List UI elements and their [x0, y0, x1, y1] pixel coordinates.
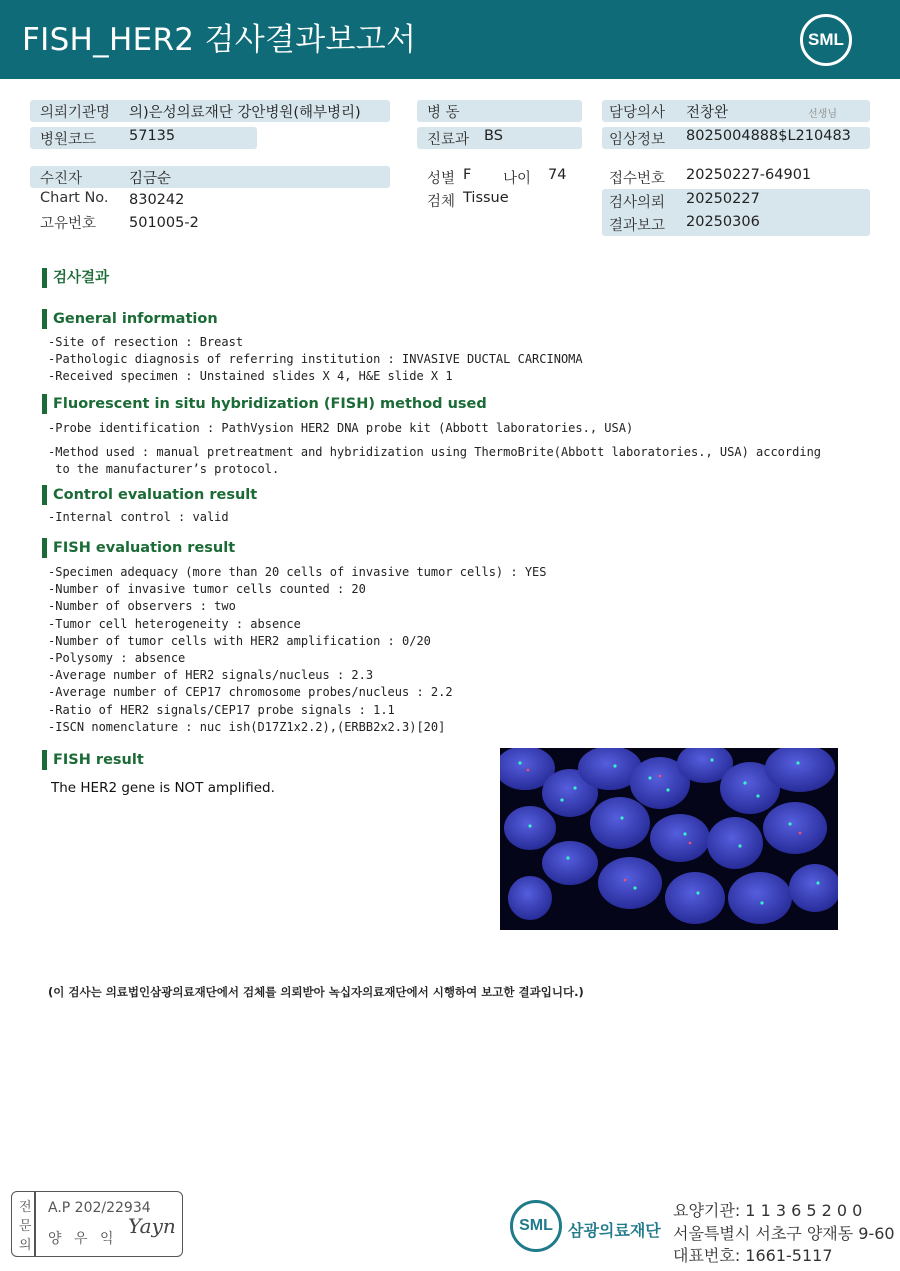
footer-address-line: 서울특별시 서초구 양재동 9-60 [673, 1224, 895, 1243]
general-info-heading: General information [42, 309, 218, 329]
text-line: -Number of invasive tumor cells counted : 20 [48, 582, 366, 597]
specimen-label: 검체 [427, 194, 456, 210]
doctor-value: 전창완 [686, 105, 729, 121]
footer-phone-line: 대표번호: 1661-5117 [673, 1246, 833, 1265]
text-line: -Polysomy : absence [48, 651, 186, 666]
results-heading: 검사결과 [42, 268, 109, 288]
report-date-label: 결과보고 [609, 218, 666, 234]
text-line: -Number of observers : two [48, 599, 236, 614]
receipt-no-label: 접수번호 [609, 171, 666, 187]
fish-result-text: The HER2 gene is NOT amplified. [51, 780, 275, 796]
stamp-name: 양 우 익 [48, 1231, 118, 1247]
sex-value: F [463, 167, 472, 183]
stamp-divider [34, 1191, 36, 1257]
text-line: -Site of resection : Breast [48, 335, 244, 349]
doctor-label: 담당의사 [609, 105, 666, 121]
text-line: -Specimen adequacy (more than 20 cells of invasive tumor cells) : YES [48, 565, 547, 579]
request-date-value: 20250227 [686, 191, 760, 207]
stamp-char: 문 [19, 1219, 32, 1234]
dept-label: 진료과 [427, 132, 470, 148]
age-value: 74 [548, 167, 567, 183]
footer-sml-logo: SML [510, 1200, 562, 1252]
fish-eval-block [48, 564, 547, 736]
fish-eval-heading: FISH evaluation result [42, 538, 235, 558]
sml-logo: SML [800, 14, 852, 66]
footer-org-name: 삼광의료재단 [568, 1221, 661, 1240]
patient-value: 김금순 [129, 171, 172, 187]
clinical-value: 8025004888$L210483 [686, 128, 851, 144]
dept-value: BS [484, 128, 503, 144]
chart-no-label: Chart No. [40, 190, 109, 206]
unique-id-label: 고유번호 [40, 216, 97, 232]
doctor-suffix: 선생님 [808, 109, 837, 120]
control-line: -Internal control : valid [48, 510, 229, 524]
text-line: -ISCN nomenclature : nuc ish(D17Z1x2.2),(ERBB2x2.3)[20] [48, 719, 446, 734]
ward-label: 병 동 [427, 105, 460, 121]
stamp-char: 의 [19, 1238, 32, 1253]
footnote: (이 검사는 의료법인삼광의료재단에서 검체를 의뢰받아 녹십자의료재단에서 시행하여 보고한 결과입니다.) [48, 985, 584, 999]
text-line: -Received specimen : Unstained slides X 4, H&E slide X 1 [48, 369, 453, 384]
method-line: -Method used : manual pretreatment and hybridization using ThermoBrite(Abbott laboratories., USA) according [48, 445, 822, 459]
institution-value: 의)은성의료재단 강안병원(해부병리) [129, 105, 361, 121]
method-line: to the manufacturer’s protocol. [48, 462, 280, 476]
receipt-no-value: 20250227-64901 [686, 167, 812, 183]
unique-id-value: 501005-2 [129, 215, 199, 231]
specimen-value: Tissue [463, 190, 509, 206]
text-line: -Average number of CEP17 chromosome probes/nucleus : 2.2 [48, 685, 453, 700]
text-line: -Ratio of HER2 signals/CEP17 probe signals : 1.1 [48, 702, 395, 717]
hospital-code-value: 57135 [129, 128, 176, 144]
patient-label: 수진자 [40, 171, 83, 187]
fish-method-heading: Fluorescent in situ hybridization (FISH) method used [42, 394, 487, 414]
age-label: 나이 [503, 171, 532, 187]
text-line: -Pathologic diagnosis of referring institution : INVASIVE DUCTAL CARCINOMA [48, 352, 583, 367]
sex-label: 성별 [427, 171, 456, 187]
report-date-value: 20250306 [686, 214, 760, 230]
footer-code-line: 요양기관: 1 1 3 6 5 2 0 0 [673, 1201, 863, 1220]
report-title: FISH_HER2 검사결과보고서 [22, 22, 417, 58]
control-eval-heading: Control evaluation result [42, 485, 257, 505]
method-line: -Probe identification : PathVysion HER2 DNA probe kit (Abbott laboratories., USA) [48, 421, 634, 435]
fish-result-heading: FISH result [42, 750, 144, 770]
clinical-label: 임상정보 [609, 132, 666, 148]
text-line: -Number of tumor cells with HER2 amplification : 0/20 [48, 633, 431, 648]
hospital-code-label: 병원코드 [40, 132, 97, 148]
fish-nuclei-graphic [500, 748, 838, 930]
signature: Yayn [128, 1214, 176, 1238]
chart-no-value: 830242 [129, 192, 185, 208]
text-line: -Average number of HER2 signals/nucleus : 2.3 [48, 668, 374, 683]
patient-row-bg [30, 166, 390, 188]
stamp-license: A.P 202/22934 [48, 1200, 151, 1216]
institution-label: 의뢰기관명 [40, 105, 111, 121]
text-line: -Tumor cell heterogeneity : absence [48, 616, 301, 631]
fish-microscopy-image [500, 748, 838, 930]
request-date-label: 검사의뢰 [609, 195, 666, 211]
stamp-char: 전 [19, 1200, 32, 1215]
general-info-block [48, 334, 583, 386]
